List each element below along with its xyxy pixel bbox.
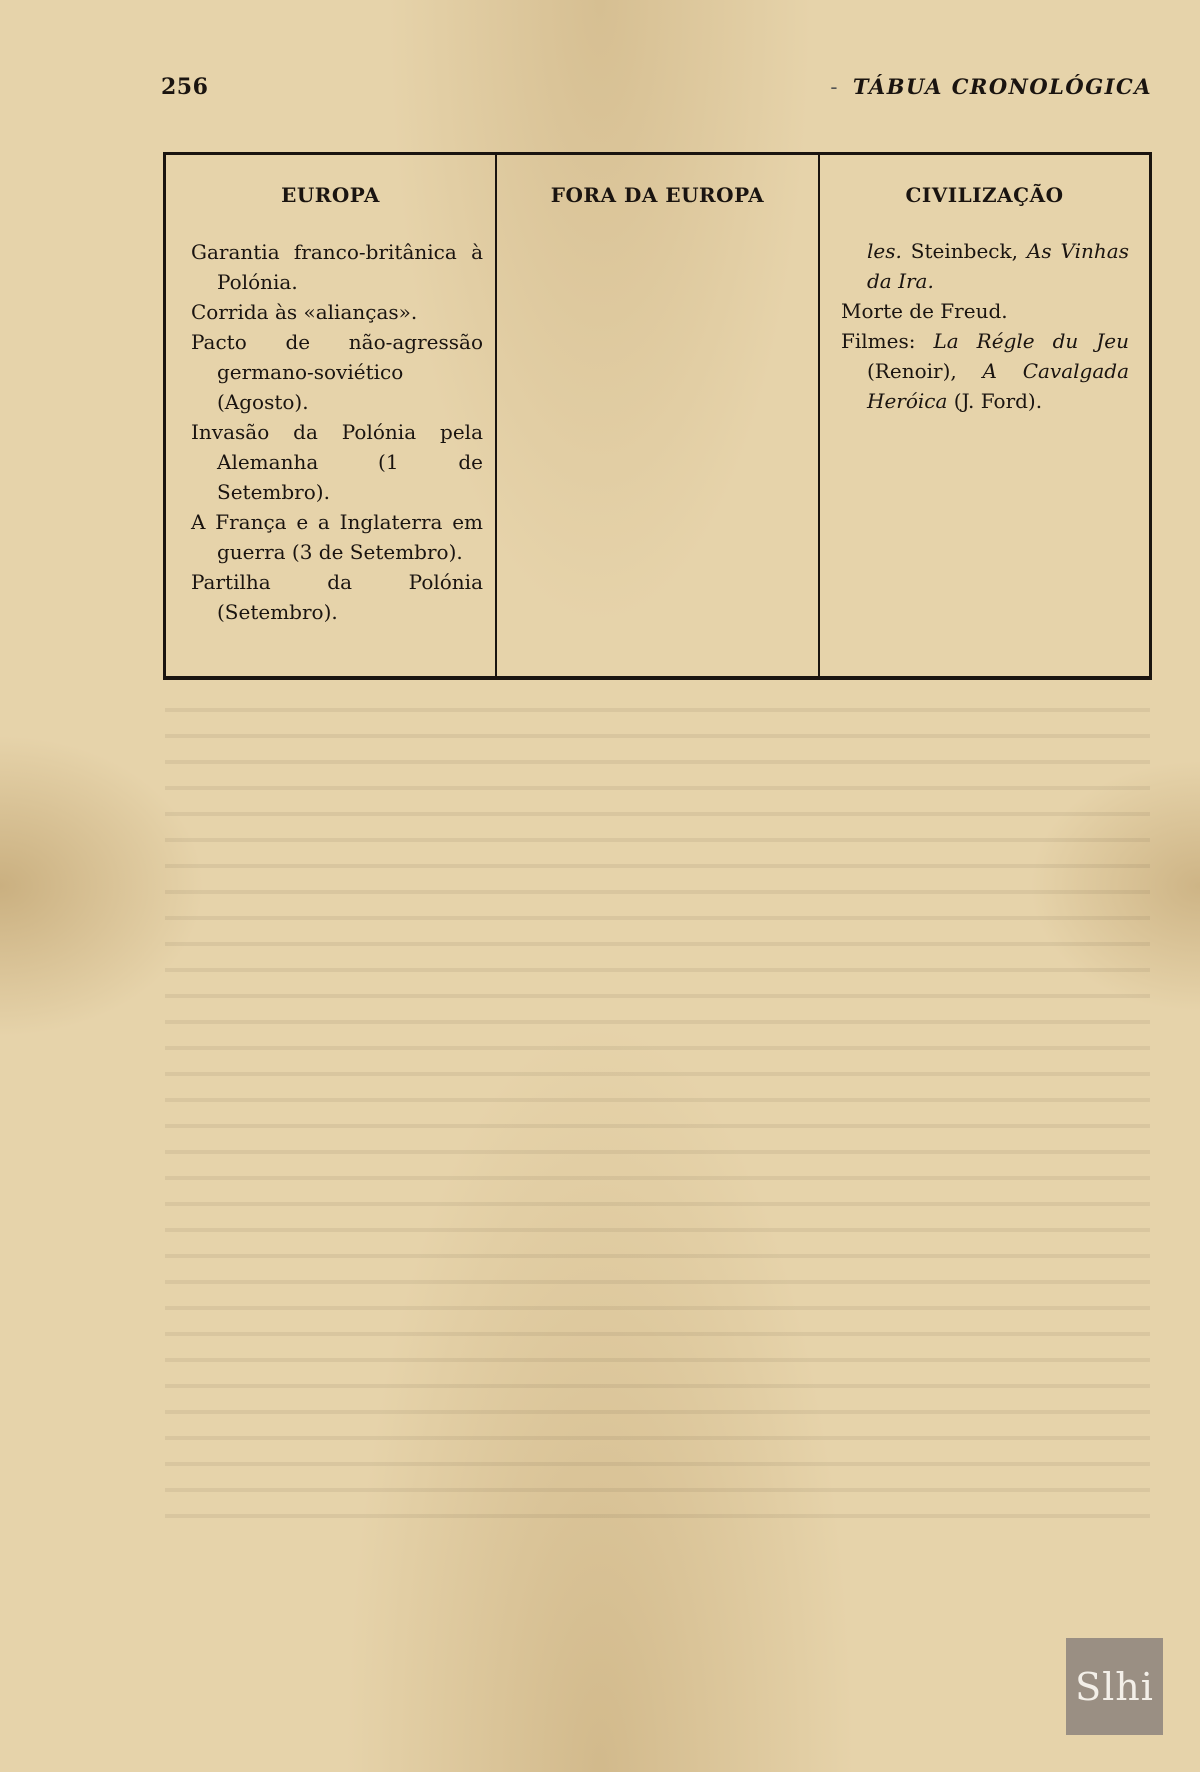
entry-text-italic: As Vinhas da Ira. [867,239,1129,293]
entry-text-italic: les. [867,239,902,263]
europa-entries [166,237,495,627]
column-heading-fora-da-europa: FORA DA EUROPA [550,183,765,207]
column-civilizacao [820,155,1149,676]
column-heading-civilizacao: CIVILIZAÇÃO [905,183,1064,207]
entry-text-italic: A Cavalgada Heróica [867,359,1129,413]
entry-text: Filmes: [841,329,916,353]
europa-entry: Partilha da Polónia (Setembro). [191,570,483,624]
running-head-dash: - [830,75,839,99]
entry-text: Steinbeck, [910,239,1018,263]
page-number: 256 [161,74,209,100]
entry-text-italic: La Régle du Jeu [933,329,1130,353]
europa-entry: Pacto de não-agressão germano-soviético (Agosto). [191,330,483,414]
column-fora-da-europa [497,155,820,676]
bleed-through-texture [165,690,1150,1540]
civilizacao-entry-filmes [841,326,1129,416]
europa-entry: Garantia franco-britânica à Polónia. [191,240,483,294]
civilizacao-entry-freud: Morte de Freud. [841,299,1008,323]
europa-entry: Invasão da Polónia pela Alemanha (1 de Setembro). [191,420,483,504]
europa-entry: Corrida às «alianças». [191,300,418,324]
column-europa [166,155,497,676]
entry-text: (Renoir), [867,359,957,383]
running-head-title: TÁBUA CRONOLÓGICA [852,74,1152,99]
civilizacao-entry-steinbeck [841,236,1129,296]
chronology-table [163,152,1152,680]
running-head [830,74,1152,99]
europa-entry: A França e a Inglaterra em guerra (3 de Setembro). [191,510,483,564]
watermark-logo: Slhi [1066,1638,1163,1735]
civilizacao-entries [820,236,1149,416]
entry-text: (J. Ford). [953,389,1043,413]
column-heading-europa: EUROPA [281,183,380,207]
